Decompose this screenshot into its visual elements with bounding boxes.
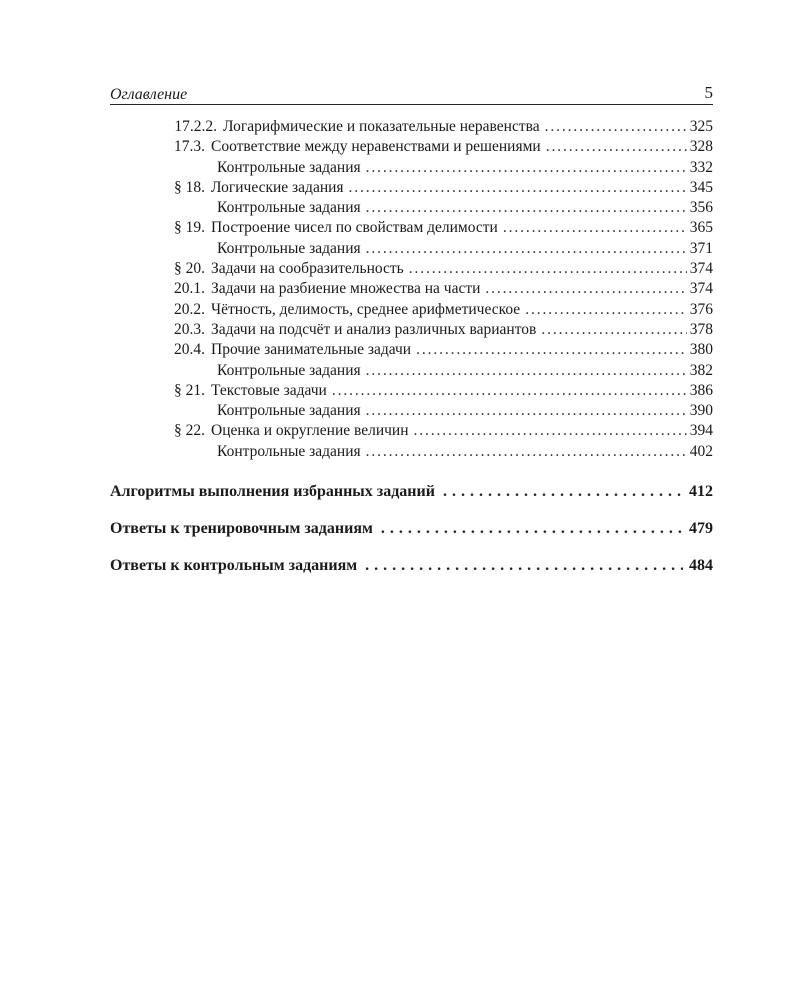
toc-entry-page: 365 [689,219,713,237]
dot-leader [525,300,687,320]
toc-entry[interactable] [110,442,713,462]
toc-entry-number: 20.3. [174,320,205,338]
toc-entry-label: Задачи на подсчёт и анализ различных вариантов [211,320,537,338]
dot-leader [366,442,687,462]
toc-entry-number: § 22. [174,422,205,440]
toc-entry[interactable] [110,218,713,238]
toc-entry[interactable] [110,117,713,137]
toc-page [110,82,713,576]
toc-entry-label: Контрольные задания [217,442,361,460]
toc-major-entry[interactable] [110,519,713,539]
toc-entry-page: 325 [689,118,713,135]
toc-entry[interactable] [110,259,713,279]
toc-entry-number: § 18. [174,178,205,196]
toc-entry-label: Логические задания [211,178,344,196]
toc-entry[interactable] [110,279,713,299]
toc-entry-label: Текстовые задачи [211,381,327,399]
toc-major-label: Алгоритмы выполнения избранных заданий [110,483,435,501]
dot-leader [366,401,687,421]
dot-leader [366,158,687,178]
dot-leader [541,320,686,340]
dot-leader [349,178,687,198]
toc-entry-page: 382 [689,361,713,379]
toc-entry-label: Контрольные задания [217,158,361,176]
dot-leader [416,340,687,360]
toc-entry-page: 376 [689,300,713,318]
toc-entry-label: Чётность, делимость, среднее арифметическое [211,300,521,318]
toc-entry-label: Соответствие между неравенствами и решениями [211,138,541,156]
toc-entry-label: Задачи на разбиение множества на части [211,280,481,298]
toc-entry-number: 20.4. [174,341,205,359]
toc-entry-number: 20.1. [174,280,205,298]
toc-entry[interactable] [110,198,713,218]
dot-leader [414,421,687,441]
running-head [110,82,713,105]
toc-entry-label: Оценка и округление величин [211,422,409,440]
toc-entry-page: 390 [689,402,713,420]
toc-major-label: Ответы к тренировочным заданиям [110,520,373,538]
toc-entry-page: 371 [689,239,713,257]
toc-entry-label: Логарифмические и показательные неравенства [223,118,540,135]
dot-leader [381,519,683,539]
dot-leader [546,137,687,157]
toc-entry-label: Контрольные задания [217,402,361,420]
table-of-contents [110,117,713,462]
dot-leader [365,556,683,576]
toc-entry-number: § 21. [174,381,205,399]
running-head-title: Оглавление [110,86,188,103]
toc-entry-page: 378 [689,320,713,338]
toc-entry-page: 386 [689,381,713,399]
toc-entry[interactable] [110,421,713,441]
toc-entry-number: 17.3. [174,138,205,156]
dot-leader [443,482,683,502]
toc-entry-page: 332 [689,158,713,176]
page-number: 5 [704,83,713,102]
toc-major-page: 479 [689,520,713,538]
toc-major-entry[interactable] [110,556,713,576]
toc-entry-page: 380 [689,341,713,359]
dot-leader [366,198,687,218]
dot-leader [332,381,687,401]
toc-entry-label: Контрольные задания [217,361,361,379]
toc-entry-page: 394 [689,422,713,440]
toc-entry-label: Прочие занимательные задачи [211,341,412,359]
toc-entry-page: 402 [689,442,713,460]
dot-leader [503,218,687,238]
toc-major-entry[interactable] [110,482,713,502]
toc-entry-page: 374 [689,260,713,278]
toc-entry[interactable] [110,300,713,320]
toc-entry[interactable] [110,137,713,157]
toc-entry[interactable] [110,401,713,421]
toc-entry-page: 345 [689,178,713,196]
toc-entry-page: 374 [689,280,713,298]
toc-entry[interactable] [110,178,713,198]
toc-entry-label: Контрольные задания [217,199,361,217]
toc-entry-label: Задачи на сообразительность [211,260,404,278]
dot-leader [366,361,687,381]
dot-leader [366,239,687,259]
toc-entry[interactable] [110,381,713,401]
dot-leader [545,117,687,137]
toc-entry-number: § 19. [174,219,205,237]
toc-entry[interactable] [110,361,713,381]
dot-leader [485,279,686,299]
dot-leader [409,259,687,279]
toc-entry[interactable] [110,239,713,259]
toc-entry-label: Контрольные задания [217,239,361,257]
toc-major-page: 412 [689,483,713,501]
toc-entry-page: 328 [689,138,713,156]
toc-major-label: Ответы к контрольным заданиям [110,557,358,575]
toc-entry-label: Построение чисел по свойствам делимости [211,219,498,237]
toc-entry[interactable] [110,320,713,340]
toc-entry-number: 17.2.2. [174,118,217,135]
toc-entry-number: 20.2. [174,300,205,318]
toc-entry[interactable] [110,340,713,360]
toc-entry[interactable] [110,158,713,178]
toc-entry-number: § 20. [174,260,205,278]
toc-entry-page: 356 [689,199,713,217]
toc-major-page: 484 [689,557,713,575]
